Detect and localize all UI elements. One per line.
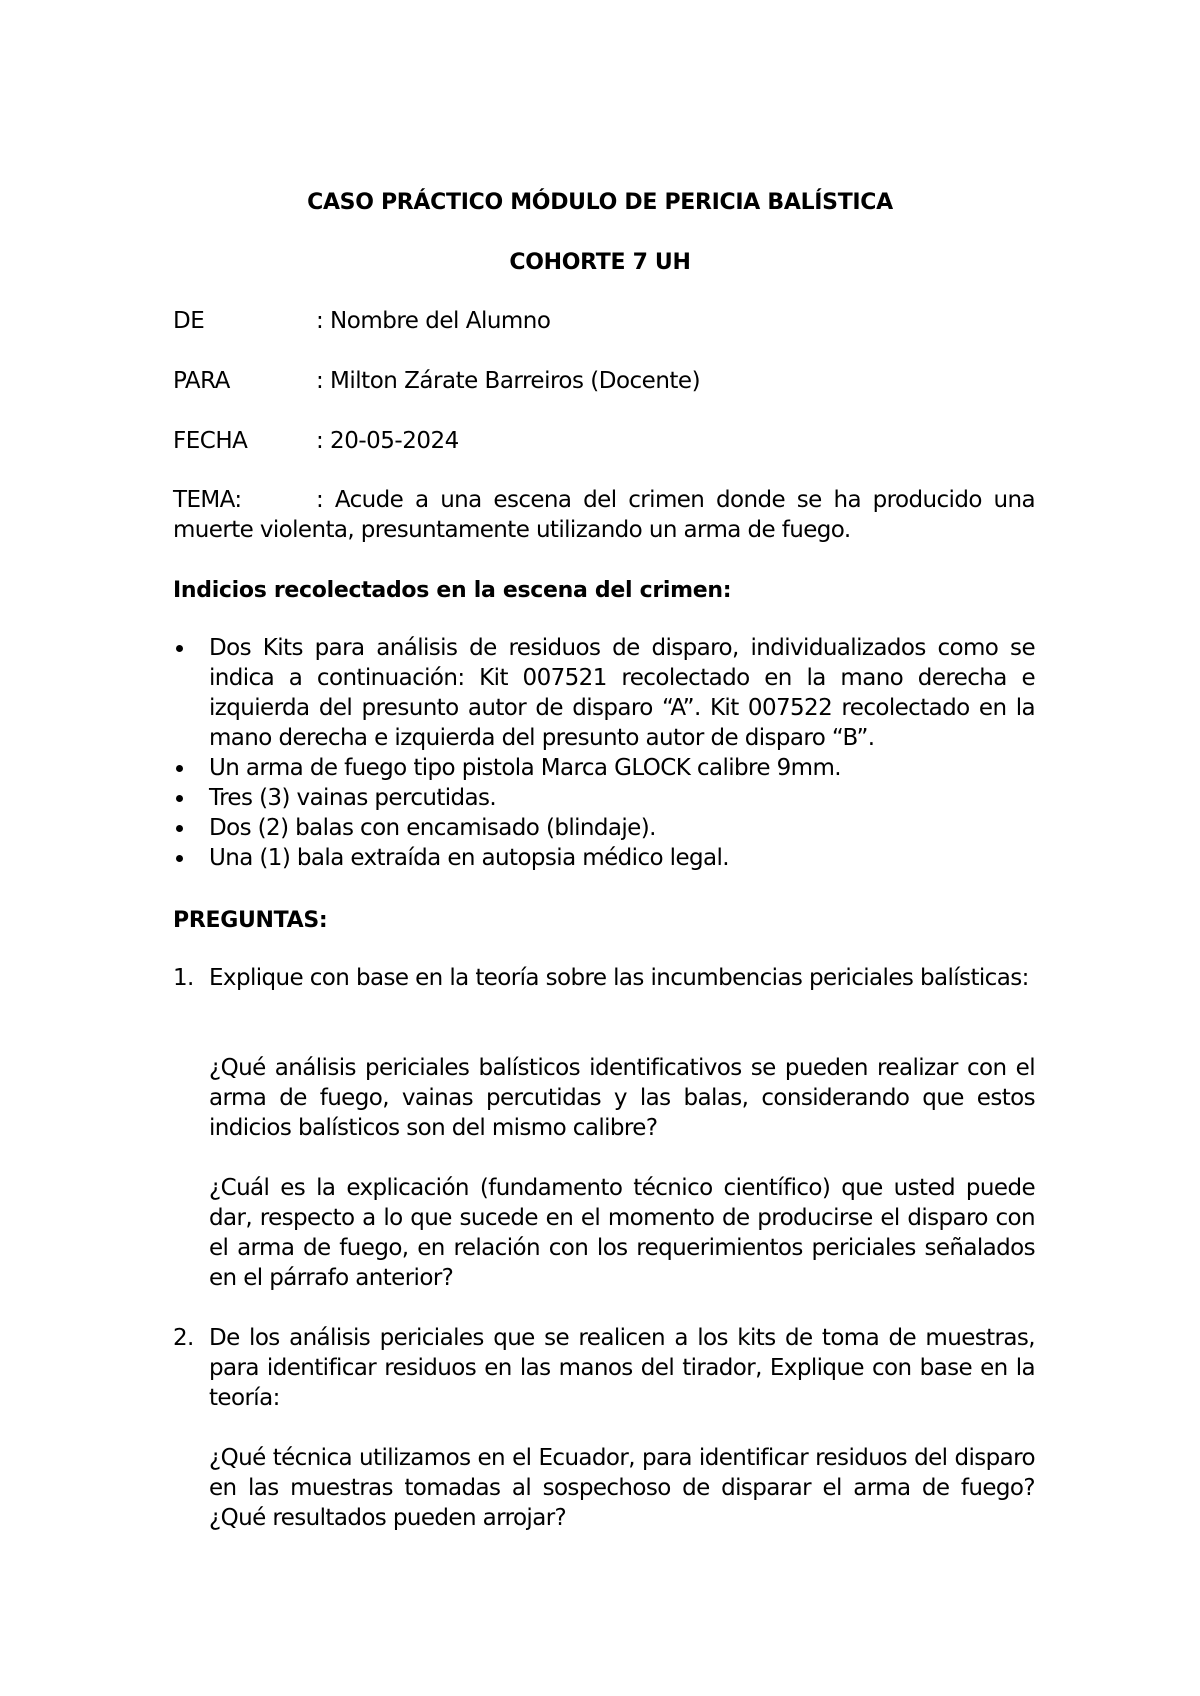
field-value-de: : Nombre del Alumno [316, 308, 551, 334]
question-text: De los análisis periciales que se realicen a los kits de toma de muestras, para identificar residuos en las manos del tirador, Explique con base en la teoría: [209, 1325, 1035, 1411]
bullet-icon [176, 795, 183, 802]
bullet-icon [176, 855, 183, 862]
bullet-icon [176, 645, 183, 652]
field-label-para: PARA [173, 368, 230, 394]
question-2-paragraph-1: ¿Qué técnica utilizamos en el Ecuador, para identificar residuos del disparo en las muestras tomadas al sospechoso de disparar el arma de fuego? ¿Qué resultados pueden arrojar? [209, 1445, 1035, 1531]
field-label-de: DE [173, 308, 205, 334]
list-item: Un arma de fuego tipo pistola Marca GLOCK calibre 9mm. [173, 753, 1035, 783]
document-subtitle: COHORTE 7 UH [509, 250, 691, 275]
bullet-icon [176, 765, 183, 772]
list-item: Dos (2) balas con encamisado (blindaje). [173, 813, 1035, 843]
list-item: Dos Kits para análisis de residuos de disparo, individualizados como se indica a continuación: Kit 007521 recolectado en la mano derecha e izquierda del presunto autor de disparo “A”. Kit 007522 recolectado en la mano derecha e izquierda del presunto autor de disparo “B”. [173, 633, 1035, 753]
document-title: CASO PRÁCTICO MÓDULO DE PERICIA BALÍSTICA [307, 190, 893, 215]
evidence-list [173, 633, 1035, 873]
evidence-heading: Indicios recolectados en la escena del crimen: [173, 578, 732, 603]
question-text: Explique con base en la teoría sobre las incumbencias periciales balísticas: [209, 965, 1029, 991]
question-1-paragraph-1: ¿Qué análisis periciales balísticos identificativos se pueden realizar con el arma de fuego, vainas percutidas y las balas, considerando que estos indicios balísticos son del mismo calibre? [209, 1055, 1035, 1141]
tema-value: : Acude a una escena del crimen donde se ha producido una muerte violenta, presuntamente utilizando un arma de fuego. [173, 487, 1035, 543]
tema-block [173, 485, 1035, 545]
question-number: 1. [173, 965, 194, 991]
list-item: Tres (3) vainas percutidas. [173, 783, 1035, 813]
questions-heading: PREGUNTAS: [173, 908, 328, 933]
question-1 [173, 963, 1035, 993]
question-2 [173, 1323, 1035, 1413]
list-item: Una (1) bala extraída en autopsia médico legal. [173, 843, 1035, 873]
field-value-para: : Milton Zárate Barreiros (Docente) [316, 368, 701, 394]
field-value-fecha: : 20-05-2024 [316, 428, 459, 454]
question-number: 2. [173, 1325, 194, 1351]
tema-label: TEMA: [173, 487, 242, 513]
bullet-icon [176, 825, 183, 832]
field-label-fecha: FECHA [173, 428, 248, 454]
question-1-paragraph-2: ¿Cuál es la explicación (fundamento técnico científico) que usted puede dar, respecto a lo que sucede en el momento de producirse el disparo con el arma de fuego, en relación con los requerimientos periciales señalados en el párrafo anterior? [209, 1175, 1035, 1291]
